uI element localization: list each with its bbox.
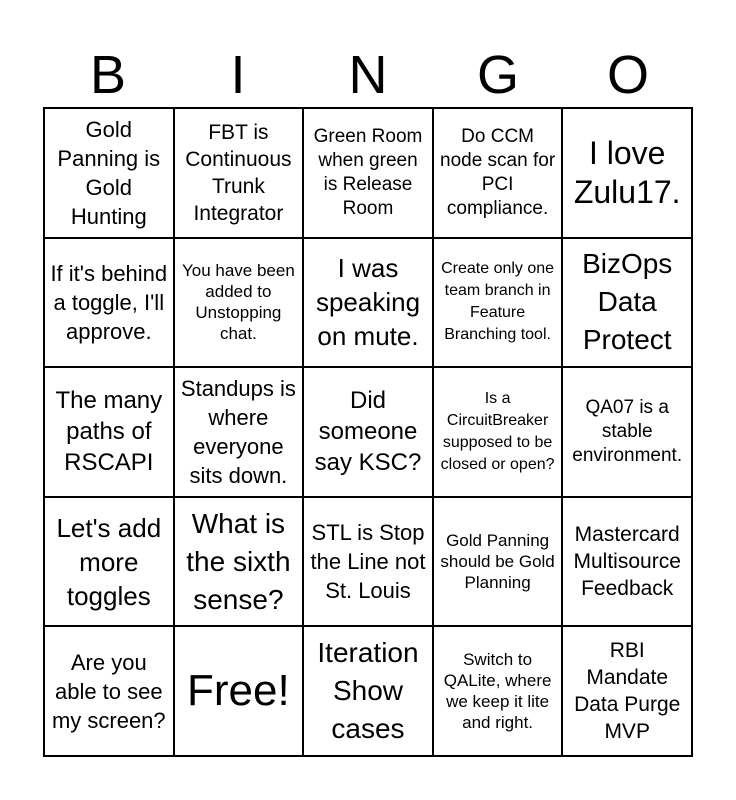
cell-text: If it's behind a toggle, I'll approve. bbox=[50, 260, 168, 344]
header-letter-i: I bbox=[230, 45, 246, 105]
cell-text: Is a CircuitBreaker supposed to be closed or open? bbox=[440, 389, 555, 473]
cell-text: The many paths of RSCAPI bbox=[55, 387, 163, 477]
cell-text: Gold Panning is Gold Hunting bbox=[57, 116, 161, 229]
bingo-cell-r5c1[interactable] bbox=[45, 627, 175, 757]
free-space-label: Free! bbox=[187, 666, 290, 716]
cell-text: You have been added to Unstopping chat. bbox=[181, 261, 295, 344]
bingo-cell-r2c1[interactable] bbox=[45, 239, 175, 369]
bingo-cell-r4c5[interactable] bbox=[563, 498, 693, 628]
cell-text: Do CCM node scan for PCI compliance. bbox=[440, 125, 556, 219]
cell-text: Standups is where everyone sits down. bbox=[180, 375, 296, 488]
cell-text: What is the sixth sense? bbox=[186, 507, 291, 615]
cell-text: Switch to QALite, where we keep it lite and right. bbox=[443, 650, 552, 733]
bingo-cell-r3c4[interactable] bbox=[434, 368, 564, 498]
bingo-cell-free[interactable] bbox=[175, 627, 305, 757]
bingo-cell-r1c1[interactable] bbox=[45, 109, 175, 239]
bingo-cell-r2c3[interactable] bbox=[304, 239, 434, 369]
cell-text: I love Zulu17. bbox=[573, 134, 681, 210]
bingo-cell-r1c4[interactable] bbox=[434, 109, 564, 239]
header-letter-g: G bbox=[476, 45, 519, 105]
cell-text: Gold Panning should be Gold Planning bbox=[440, 531, 555, 593]
cell-text: QA07 is a stable environment. bbox=[572, 396, 683, 466]
cell-text: STL is Stop the Line not St. Louis bbox=[310, 520, 426, 604]
bingo-cell-r4c3[interactable] bbox=[304, 498, 434, 628]
cell-text: FBT is Continuous Trunk Integrator bbox=[185, 120, 292, 225]
bingo-cell-r1c2[interactable] bbox=[175, 109, 305, 239]
bingo-card-grid bbox=[43, 107, 693, 757]
bingo-cell-r5c5[interactable] bbox=[563, 627, 693, 757]
bingo-cell-r3c1[interactable] bbox=[45, 368, 175, 498]
bingo-cell-r3c2[interactable] bbox=[175, 368, 305, 498]
bingo-cell-r4c2[interactable] bbox=[175, 498, 305, 628]
cell-text: Green Room when green is Release Room bbox=[313, 125, 423, 219]
header-letter-n: N bbox=[348, 45, 388, 105]
cell-text: Are you able to see my screen? bbox=[51, 649, 166, 733]
cell-text: BizOps Data Protect bbox=[582, 248, 673, 356]
header-letter-o: O bbox=[606, 45, 649, 105]
cell-text: Create only one team branch in Feature Branching tool. bbox=[441, 260, 555, 344]
cell-text: Iteration Show cases bbox=[317, 637, 419, 745]
cell-text: Did someone say KSC? bbox=[314, 387, 422, 477]
cell-text: Mastercard Multisource Feedback bbox=[573, 523, 681, 601]
bingo-cell-r4c4[interactable] bbox=[434, 498, 564, 628]
bingo-header bbox=[43, 46, 693, 104]
bingo-cell-r3c3[interactable] bbox=[304, 368, 434, 498]
bingo-cell-r1c5[interactable] bbox=[563, 109, 693, 239]
cell-text: I was speaking on mute. bbox=[315, 253, 421, 352]
bingo-cell-r5c3[interactable] bbox=[304, 627, 434, 757]
header-letter-b: B bbox=[89, 45, 127, 105]
bingo-cell-r5c4[interactable] bbox=[434, 627, 564, 757]
bingo-cell-r2c5[interactable] bbox=[563, 239, 693, 369]
bingo-cell-r1c3[interactable] bbox=[304, 109, 434, 239]
bingo-cell-r2c4[interactable] bbox=[434, 239, 564, 369]
bingo-cell-r4c1[interactable] bbox=[45, 498, 175, 628]
bingo-cell-r2c2[interactable] bbox=[175, 239, 305, 369]
bingo-cell-r3c5[interactable] bbox=[563, 368, 693, 498]
cell-text: RBI Mandate Data Purge MVP bbox=[574, 639, 681, 744]
cell-text: Let's add more toggles bbox=[56, 512, 162, 611]
